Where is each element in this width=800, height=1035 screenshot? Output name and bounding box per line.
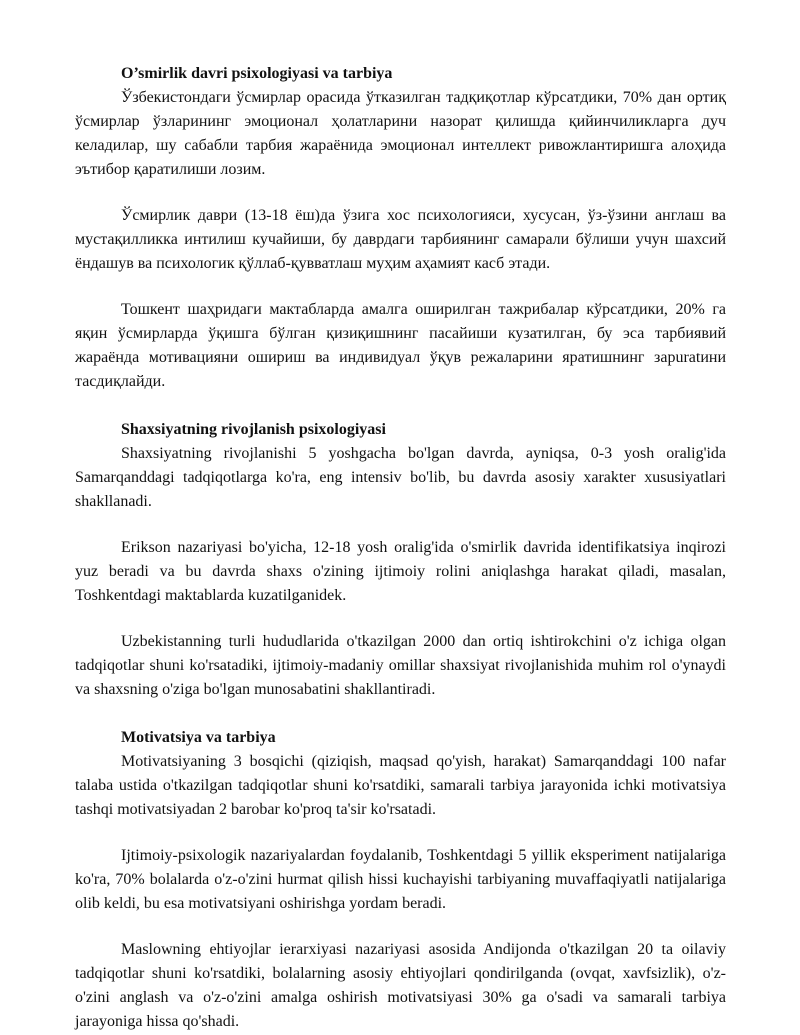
document-page <box>75 62 726 1034</box>
paragraph-adolescence-2: Ўсмирлик даври (13-18 ёш)да ўзига хос психологияси, хусусан, ўз-ўзини англаш ва мустақилликка интилиш кучайиши, бу даврдаги тарбиянинг самарали бўлиши учун шахсий ёндашув ва психологик қўллаб-қувватлаш муҳим аҳамият касб этади. <box>75 207 726 272</box>
paragraph-motivation-3: Maslowning ehtiyojlar ierarxiyasi nazariyasi asosida Andijonda o'tkazilgan 20 ta oilaviy tadqiqotlar shuni ko'rsatdiki, bolalarning asosiy ehtiyojlari qondirilganda (ovqat, xavfsizlik), o'z-o'zini anglash va o'z-o'zini amalga oshirish motivatsiyasi 30% ga o'sadi va samarali tarbiya jarayoniga hissa qo'shadi. <box>75 941 726 1030</box>
paragraph-adolescence-1: Ўзбекистондаги ўсмирлар орасида ўтказилган тадқиқотлар кўрсатдики, 70% дан ортиқ ўсмирлар ўзларининг эмоционал ҳолатларини назорат қилишда қийинчиликларга дуч келадилар, шу сабабли тарбия жараёнида эмоционал интеллект ривожлантиришга алоҳида эътибор қаратилиши лозим. <box>75 89 726 178</box>
section-title-adolescence: O’smirlik davri psixologiyasi va tarbiya <box>121 65 393 82</box>
paragraph-motivation-2: Ijtimoiy-psixologik nazariyalardan foydalanib, Toshkentdagi 5 yillik eksperiment natijalariga ko'ra, 70% bolalarda o'z-o'zini hurmat qilish hissi kuchayishi tarbiyaning muvaffaqiyatli natijalariga olib keldi, bu esa motivatsiyani oshirishga yordam beradi. <box>75 847 726 912</box>
section-title-personality: Shaxsiyatning rivojlanish psixologiyasi <box>121 421 386 438</box>
paragraph-motivation-1: Motivatsiyaning 3 bosqichi (qiziqish, maqsad qo'yish, harakat) Samarqanddagi 100 nafar talaba ustida o'tkazilgan tadqiqotlar shuni ko'rsatdiki, samarali tarbiya jarayonida ichki motivatsiya tashqi motivatsiyadan 2 barobar ko'proq ta'sir ko'rsatadi. <box>75 753 726 818</box>
paragraph-personality-1: Shaxsiyatning rivojlanishi 5 yoshgacha bo'lgan davrda, ayniqsa, 0-3 yosh oralig'ida Samarqanddagi tadqiqotlarga ko'ra, eng intensiv bo'lib, bu davrda asosiy xarakter xususiyatlari shakllanadi. <box>75 445 726 510</box>
section-title-motivation: Motivatsiya va tarbiya <box>121 729 276 746</box>
paragraph-adolescence-3: Тошкент шаҳридаги мактабларда амалга оширилган тажрибалар кўрсатдики, 20% га яқин ўсмирларда ўқишга бўлган қизиқишнинг пасайиши кузатилган, бу эса тарбиявий жараёнда мотивацияни ошириш ва индивидуал ўқув режаларини яратишнинг зарuratини тасдиқлайди. <box>75 301 726 390</box>
paragraph-personality-2: Erikson nazariyasi bo'yicha, 12-18 yosh oralig'ida o'smirlik davrida identifikatsiya inqirozi yuz beradi va bu davrda shaxs o'zining ijtimoiy rolini aniqlashga harakat qiladi, masalan, Toshkentdagi maktablarda kuzatilganidek. <box>75 539 726 604</box>
paragraph-personality-3: Uzbekistanning turli hududlarida o'tkazilgan 2000 dan ortiq ishtirokchini o'z ichiga olgan tadqiqotlar shuni ko'rsatadiki, ijtimoiy-madaniy omillar shaxsiyat rivojlanishida muhim rol o'ynaydi va shaxsning o'ziga bo'lgan munosabatini shakllantiradi. <box>75 633 726 698</box>
